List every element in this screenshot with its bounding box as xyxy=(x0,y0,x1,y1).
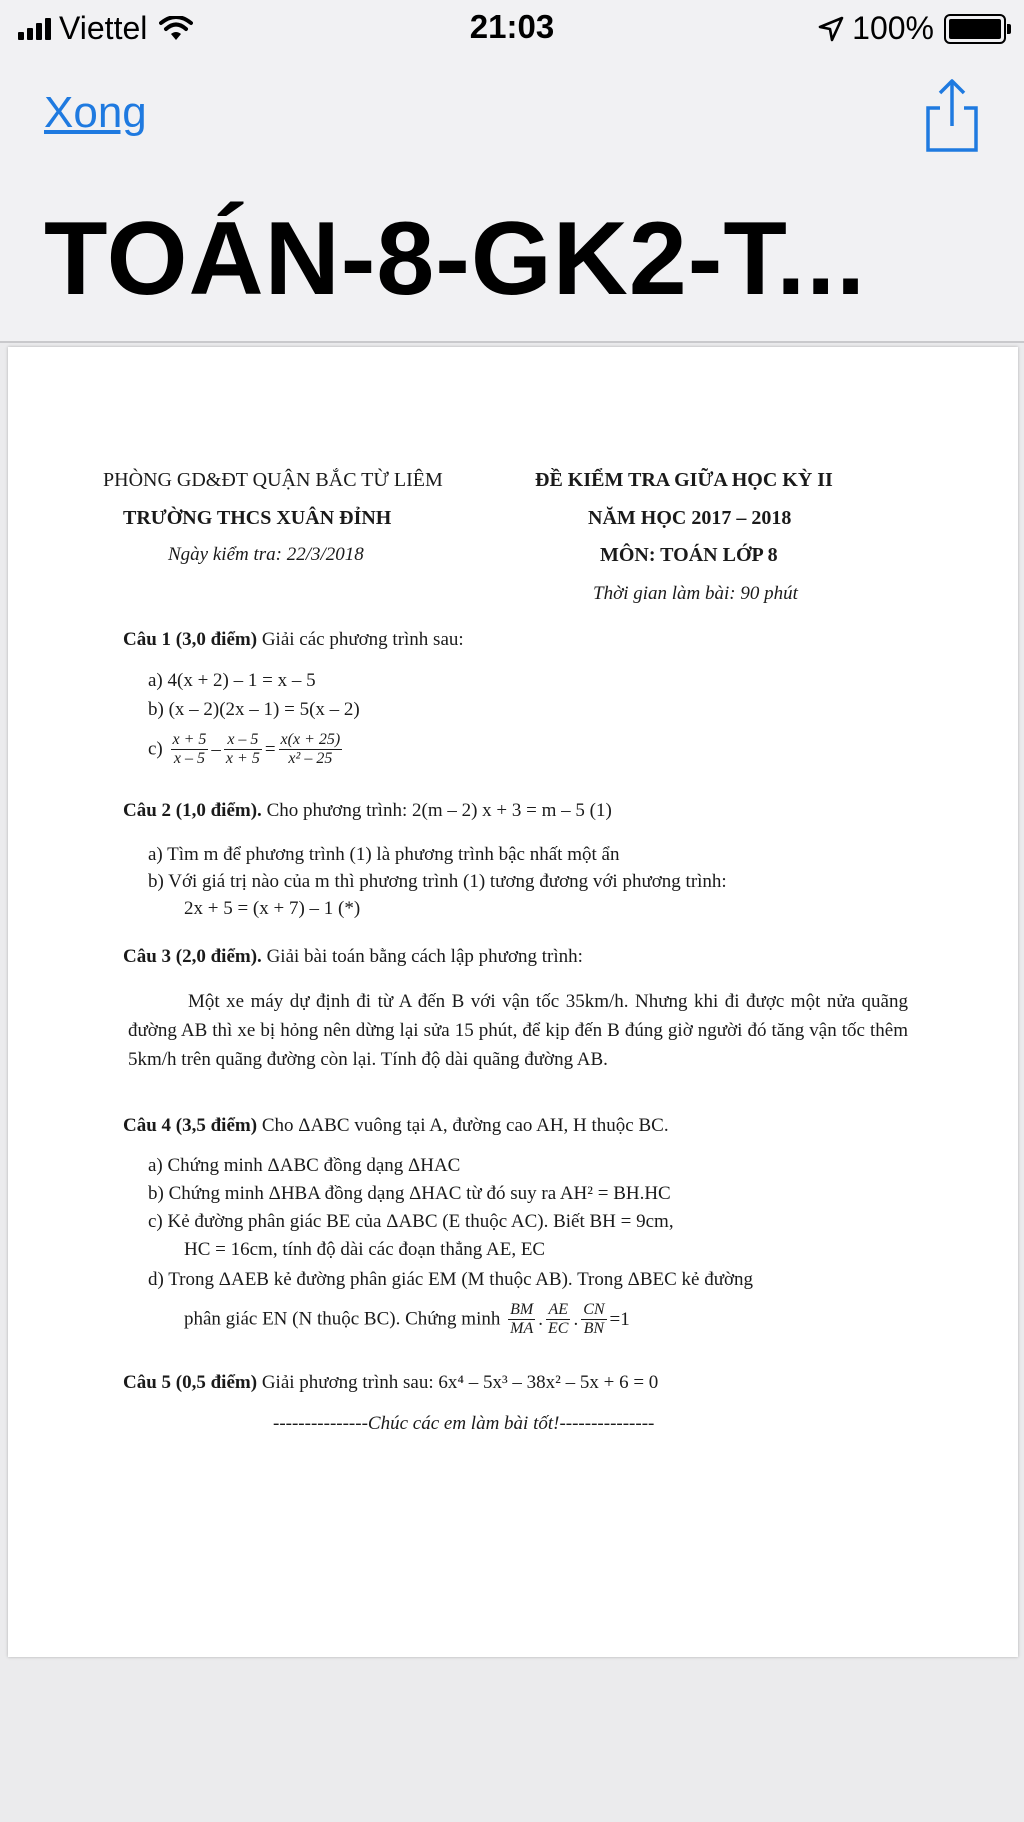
question-1c: c) $\frac{x + 5}{x - 5}$ – $\frac{x - 5}{x + 5}$ = $\frac{x(x + 25)}{\text{x² – 25}}$ xyxy=(148,731,341,768)
question-1a: a) 4(x + 2) – 1 = x – 5 xyxy=(148,670,316,691)
question-4d-line1: d) Trong ΔAEB kẻ đường phân giác EM (M thuộc AB). Trong ΔBEC kẻ đường xyxy=(148,1269,754,1290)
question-4-heading: Câu 4 (3,5 điểm) Cho ΔABC vuông tại A, đường cao AH, H thuộc BC. xyxy=(123,1115,669,1136)
document-viewer[interactable] xyxy=(0,343,1024,1662)
question-4c-line2: HC = 16cm, tính độ dài các đoạn thẳng AE, EC xyxy=(184,1239,546,1260)
document-title: TOÁN-8-GK2-T... xyxy=(44,201,867,317)
duration: Thời gian làm bài: 90 phút xyxy=(593,583,798,604)
exam-date: Ngày kiểm tra: 22/3/2018 xyxy=(168,544,364,565)
status-time: 21:03 xyxy=(469,8,555,45)
question-4c-line1: c) Kẻ đường phân giác BE của ΔABC (E thuộc AC). Biết BH = 9cm, xyxy=(148,1211,674,1232)
fraction: $\frac{AE}{EC}$ xyxy=(547,1301,569,1338)
school-year: NĂM HỌC 2017 – 2018 xyxy=(588,507,792,529)
exam-title: ĐỀ KIỂM TRA GIỮA HỌC KỲ II xyxy=(535,469,833,491)
carrier-name: Viettel xyxy=(59,10,148,46)
status-bar xyxy=(0,0,1024,60)
question-1-heading: Câu 1 (3,0 điểm) Giải các phương trình sau: xyxy=(123,629,464,650)
fraction: $\frac{x - 5}{x + 5}$ xyxy=(225,731,260,768)
question-2b: b) Với giá trị nào của m thì phương trình (1) tương đương với phương trình: xyxy=(148,871,727,892)
question-1b: b) (x – 2)(2x – 1) = 5(x – 2) xyxy=(148,699,360,720)
question-2b-equation: 2x + 5 = (x + 7) – 1 (*) xyxy=(184,898,361,919)
question-2a: a) Tìm m để phương trình (1) là phương trình bậc nhất một ẩn xyxy=(148,844,620,865)
question-5-heading: Câu 5 (0,5 điểm) Giải phương trình sau: 6x⁴ – 5x³ – 38x² – 5x + 6 = 0 xyxy=(123,1372,659,1393)
question-4a: a) Chứng minh ΔABC đồng dạng ΔHAC xyxy=(148,1155,461,1176)
document-page xyxy=(8,347,1018,1657)
subject: MÔN: TOÁN LỚP 8 xyxy=(600,544,778,566)
question-4b: b) Chứng minh ΔHBA đồng dạng ΔHAC từ đó suy ra AH² = BH.HC xyxy=(148,1183,671,1204)
closing-line: ---------------Chúc các em làm bài tốt!--------------- xyxy=(273,1413,655,1434)
document-header xyxy=(0,60,1024,343)
battery-icon xyxy=(944,14,1006,44)
status-right xyxy=(818,10,1006,47)
question-2-heading: Câu 2 (1,0 điểm). Cho phương trình: 2(m – 2) x + 3 = m – 5 (1) xyxy=(123,800,612,821)
location-arrow-icon xyxy=(818,16,844,42)
bottom-area xyxy=(0,1662,1024,1822)
fraction: $\frac{x + 5}{x - 5}$ xyxy=(172,731,207,768)
battery-percent: 100% xyxy=(852,10,934,46)
school-name: TRƯỜNG THCS XUÂN ĐỈNH xyxy=(123,507,392,529)
fraction: $\frac{BM}{MA}$ xyxy=(510,1301,534,1338)
question-3-heading: Câu 3 (2,0 điểm). Giải bài toán bằng cách lập phương trình: xyxy=(123,946,583,967)
question-4d-line2: phân giác EN (N thuộc BC). Chứng minh $\frac{BM}{MA}$ . $\frac{AE}{EC}$ . $\frac{CN}{BN}$ =1 xyxy=(184,1301,630,1338)
share-icon[interactable] xyxy=(922,78,982,154)
fraction: $\frac{x(x + 25)}{\text{x² – 25}}$ xyxy=(280,731,341,768)
fraction: $\frac{CN}{BN}$ xyxy=(583,1301,605,1338)
done-button[interactable]: Xong xyxy=(44,88,147,137)
question-3-body: Một xe máy dự định đi từ A đến B với vận tốc 35km/h. Nhưng khi đi được một nửa quãng đường AB thì xe bị hỏng nên dừng lại sửa 15 phút, để kịp đến B đúng giờ người đó tăng vận tốc thêm 5km/h trên quãng đường còn lại. Tính độ dài quãng đường AB. xyxy=(128,991,908,1070)
dept-name: PHÒNG GD&ĐT QUẬN BẮC TỪ LIÊM xyxy=(103,469,443,491)
